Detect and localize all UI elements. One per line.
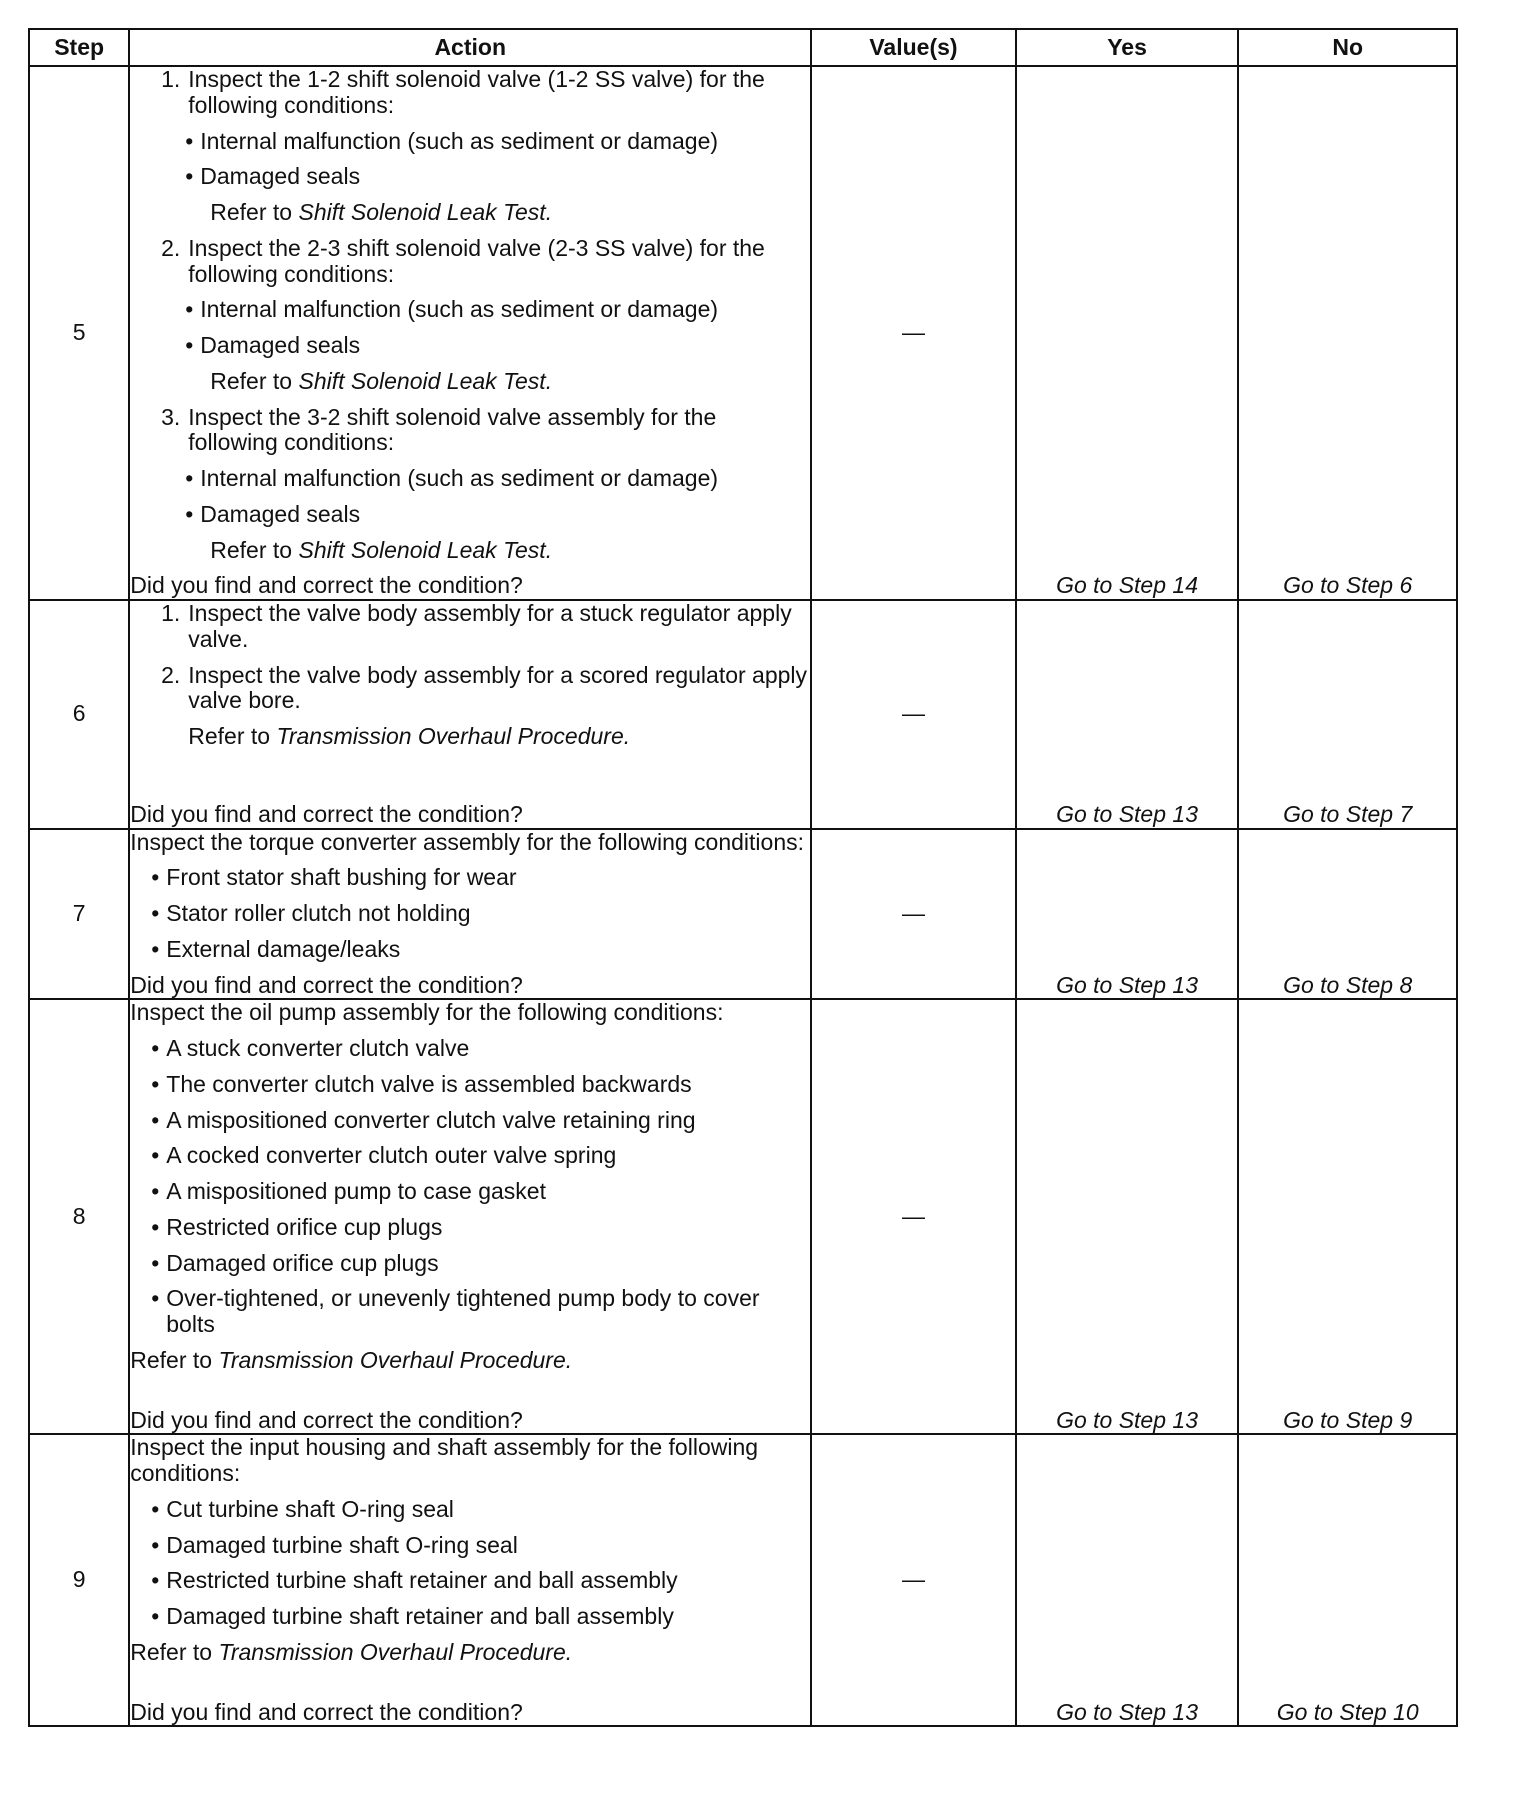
bullet-icon: • <box>151 1531 160 1558</box>
value-cell: — <box>811 999 1016 1434</box>
step-number: 7 <box>29 829 129 1000</box>
yes-result: Go to Step 13 <box>1016 1434 1239 1726</box>
header-no: No <box>1238 29 1457 66</box>
no-result: Go to Step 9 <box>1238 999 1457 1434</box>
no-result: Go to Step 8 <box>1238 829 1457 1000</box>
item-text: Inspect the 1-2 shift solenoid valve (1-2 SS valve) for the following conditions: <box>188 66 765 118</box>
bullet-icon: • <box>185 127 194 154</box>
numbered-group <box>130 405 810 564</box>
header-action: Action <box>129 29 811 66</box>
intro-text: Inspect the torque converter assembly for the following conditions: <box>130 828 805 855</box>
action-cell <box>129 999 811 1434</box>
reference-title: Shift Solenoid Leak Test. <box>298 536 553 563</box>
question-text: Did you find and correct the condition? <box>130 572 523 599</box>
bullet-icon: • <box>151 1035 160 1061</box>
intro-text: Inspect the input housing and shaft assembly for the following conditions: <box>130 1434 759 1486</box>
value-cell: — <box>811 1434 1016 1726</box>
value-cell: — <box>811 600 1016 829</box>
header-yes: Yes <box>1016 29 1239 66</box>
item-number: 2. <box>161 661 181 688</box>
table-row-step-5 <box>29 66 1457 600</box>
reference-line: Refer to Shift Solenoid Leak Test. <box>210 536 553 563</box>
item-number: 3. <box>161 403 181 430</box>
action-cell <box>129 600 811 829</box>
numbered-group <box>130 236 810 395</box>
list-item: • A cocked converter clutch outer valve spring <box>144 1143 810 1169</box>
list-item: • The converter clutch valve is assembled backwards <box>144 1072 810 1098</box>
yes-result: Go to Step 13 <box>1016 829 1239 1000</box>
value-cell: — <box>811 66 1016 600</box>
bullet-icon: • <box>185 163 194 190</box>
bullet-icon: • <box>151 1567 160 1594</box>
bullet-icon: • <box>151 1213 160 1240</box>
table-row-step-7 <box>29 829 1457 1000</box>
list-item: • A mispositioned converter clutch valve retaining ring <box>144 1108 810 1134</box>
yes-result: Go to Step 13 <box>1016 600 1239 829</box>
reference-line: Refer to Shift Solenoid Leak Test. <box>210 199 553 225</box>
question-text: Did you find and correct the condition? <box>130 971 523 998</box>
bullet-icon: • <box>151 1106 160 1133</box>
bullet-icon: • <box>151 864 160 891</box>
header-row <box>29 29 1457 66</box>
reference-title: Shift Solenoid Leak Test. <box>298 199 553 225</box>
list-item: • External damage/leaks <box>144 937 810 963</box>
item-text: Inspect the valve body assembly for a scored regulator apply valve bore. <box>188 661 808 714</box>
question-text: Did you find and correct the condition? <box>130 1406 523 1433</box>
bullet-icon: • <box>185 500 194 527</box>
bullet-icon: • <box>151 1603 160 1629</box>
list-item: • Over-tightened, or unevenly tightened pump body to cover bolts <box>144 1286 810 1338</box>
reference-line: Refer to Transmission Overhaul Procedure. <box>130 1346 573 1373</box>
list-item: • Restricted orifice cup plugs <box>144 1215 810 1241</box>
intro-text: Inspect the oil pump assembly for the following conditions: <box>130 999 724 1026</box>
diagnostic-table <box>28 28 1458 1727</box>
item-number: 1. <box>161 600 181 626</box>
numbered-item <box>130 663 810 715</box>
step-number: 9 <box>29 1434 129 1726</box>
numbered-group <box>130 67 810 226</box>
reference-line: Refer to Transmission Overhaul Procedure. <box>188 723 631 749</box>
step-number: 8 <box>29 999 129 1434</box>
item-text: Inspect the 3-2 shift solenoid valve assembly for the following conditions: <box>188 403 717 456</box>
table-row-step-6 <box>29 600 1457 829</box>
item-number: 1. <box>161 66 181 92</box>
reference-title: Shift Solenoid Leak Test. <box>298 367 553 394</box>
item-text: Inspect the valve body assembly for a stuck regulator apply valve. <box>188 600 792 652</box>
yes-result: Go to Step 14 <box>1016 66 1239 600</box>
no-result: Go to Step 6 <box>1238 66 1457 600</box>
value-cell: — <box>811 829 1016 1000</box>
bullet-icon: • <box>151 1070 160 1097</box>
reference-line: Refer to Transmission Overhaul Procedure. <box>130 1638 573 1665</box>
table-row-step-9 <box>29 1434 1457 1726</box>
list-item: • Restricted turbine shaft retainer and ball assembly <box>144 1568 810 1594</box>
bullet-icon: • <box>151 1178 160 1204</box>
reference-title: Transmission Overhaul Procedure. <box>276 723 631 749</box>
list-item: • Internal malfunction (such as sediment or damage) <box>178 297 810 323</box>
bullet-icon: • <box>151 935 160 962</box>
list-item: • Damaged seals <box>178 333 810 359</box>
question-text: Did you find and correct the condition? <box>130 1698 523 1725</box>
list-item: • Cut turbine shaft O-ring seal <box>144 1497 810 1523</box>
list-item: • A stuck converter clutch valve <box>144 1036 810 1062</box>
reference-title: Transmission Overhaul Procedure. <box>218 1638 573 1665</box>
bullet-icon: • <box>185 332 194 358</box>
list-item: • Front stator shaft bushing for wear <box>144 865 810 891</box>
header-values: Value(s) <box>811 29 1016 66</box>
list-item: • Damaged orifice cup plugs <box>144 1251 810 1277</box>
header-step: Step <box>29 29 129 66</box>
list-item: • Damaged turbine shaft O-ring seal <box>144 1533 810 1559</box>
list-item: • Internal malfunction (such as sediment or damage) <box>178 466 810 492</box>
numbered-item <box>130 601 810 653</box>
list-item: • Stator roller clutch not holding <box>144 901 810 927</box>
no-result: Go to Step 7 <box>1238 600 1457 829</box>
bullet-icon: • <box>151 1285 160 1312</box>
bullet-icon: • <box>151 1495 160 1522</box>
no-result: Go to Step 10 <box>1238 1434 1457 1726</box>
step-number: 5 <box>29 66 129 600</box>
reference-title: Transmission Overhaul Procedure. <box>218 1346 573 1373</box>
yes-result: Go to Step 13 <box>1016 999 1239 1434</box>
bullet-icon: • <box>151 900 160 926</box>
action-cell <box>129 66 811 600</box>
action-cell <box>129 1434 811 1726</box>
step-number: 6 <box>29 600 129 829</box>
item-number: 2. <box>161 234 181 261</box>
question-text: Did you find and correct the condition? <box>130 800 523 827</box>
bullet-icon: • <box>151 1142 160 1169</box>
list-item: • Damaged turbine shaft retainer and ball assembly <box>144 1604 810 1630</box>
list-item: • A mispositioned pump to case gasket <box>144 1179 810 1205</box>
bullet-icon: • <box>185 465 194 491</box>
reference-line: Refer to Shift Solenoid Leak Test. <box>210 367 553 394</box>
bullet-icon: • <box>151 1249 160 1276</box>
list-item: • Damaged seals <box>178 502 810 528</box>
list-item: • Internal malfunction (such as sediment or damage) <box>178 129 810 155</box>
table-row-step-8 <box>29 999 1457 1434</box>
list-item: • Damaged seals <box>178 164 810 190</box>
action-cell <box>129 829 811 1000</box>
item-text: Inspect the 2-3 shift solenoid valve (2-3 SS valve) for the following conditions: <box>188 234 765 287</box>
bullet-icon: • <box>185 296 194 323</box>
